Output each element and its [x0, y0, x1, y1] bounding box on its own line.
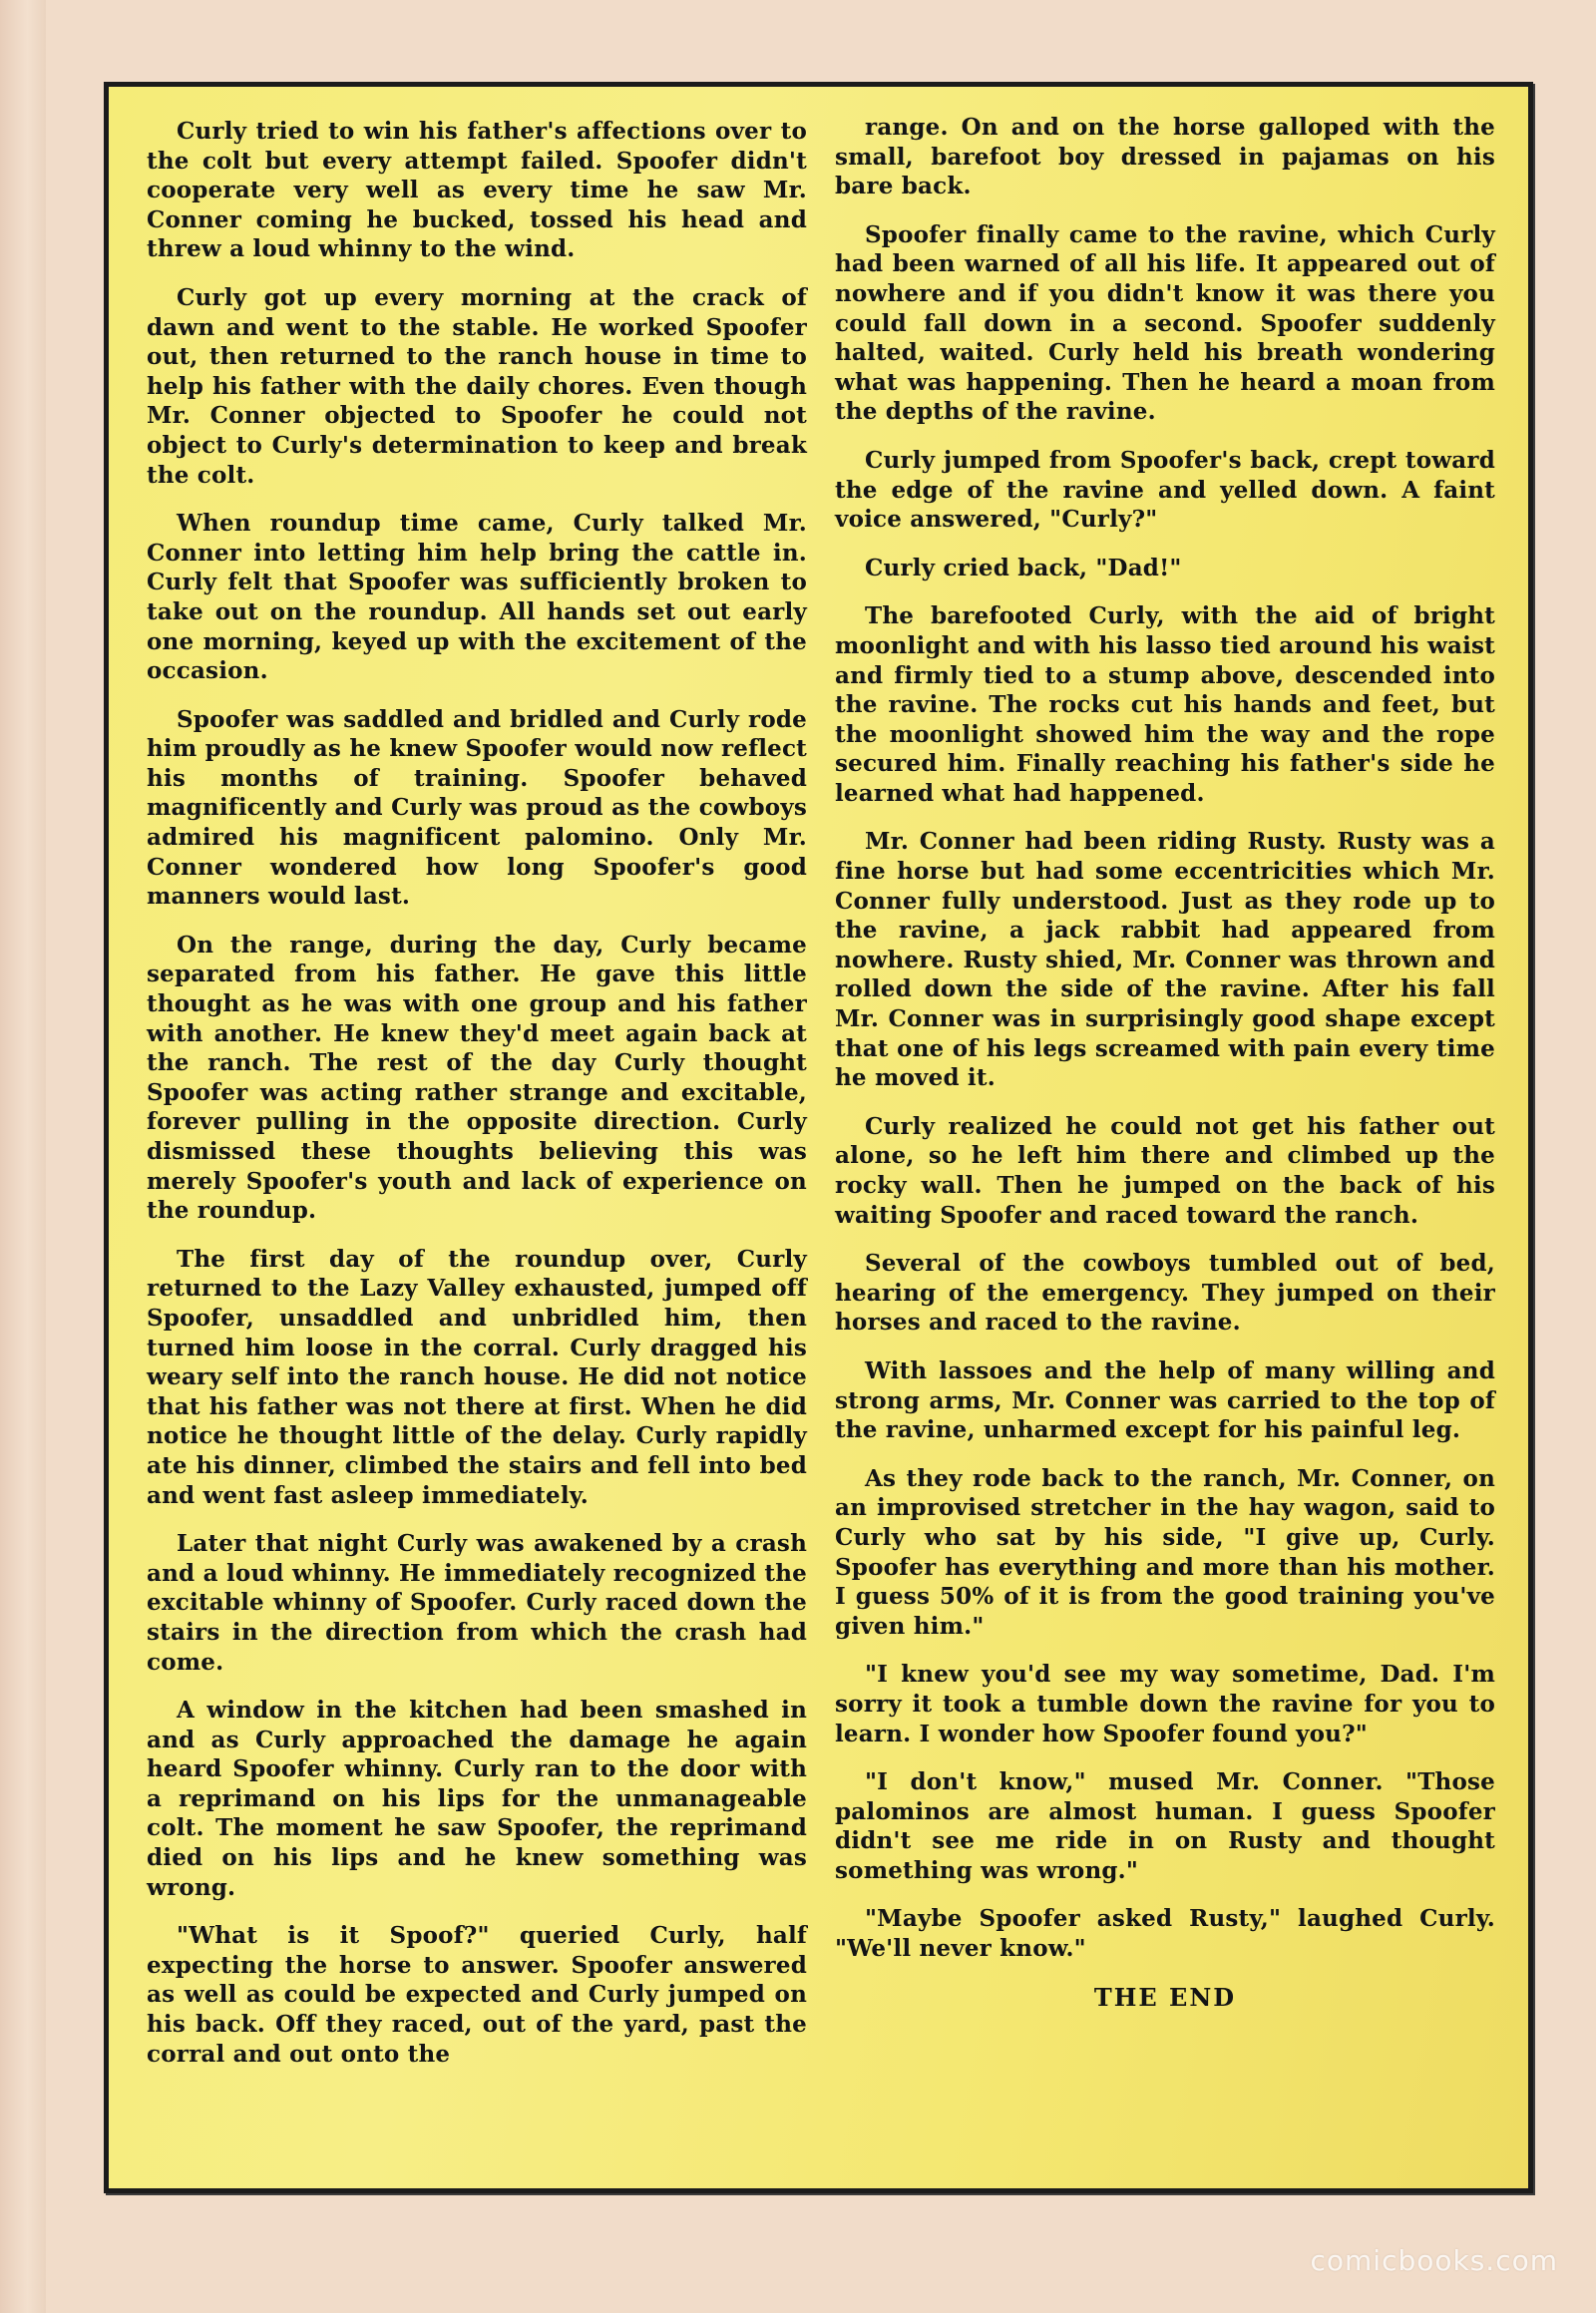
paragraph: A window in the kitchen had been smashed in and as Curly approached the damage he again heard Spoofer whinny. Curly ran to the door with a reprimand on his lips for the unmanageable colt. The moment he saw Spoofer, the reprimand died on his lips and he knew something was wrong.: [147, 1697, 807, 1901]
the-end-label: THE END: [1093, 1982, 1237, 2012]
paragraph: Spoofer finally came to the ravine, which Curly had been warned of all his life. It appeared out of nowhere and if you didn't know it was there you could fall down in a second. Spoofer suddenly halted, waited. Curly held his breath wondering what was happening. Then he heard a moan from the depths of the ravine.: [835, 220, 1495, 426]
paragraph: The barefooted Curly, with the aid of bright moonlight and with his lasso tied around his waist and firmly tied to a stump above, descended into the ravine. The rocks cut his hands and feet, but the moonlight showed him the way and the rope secured him. Finally reaching his father's side he learned what had happened.: [835, 602, 1495, 807]
left-column: [147, 117, 807, 2088]
page-edge: [0, 0, 46, 2313]
paragraph: Spoofer was saddled and bridled and Curly rode him proudly as he knew Spoofer would now reflect his months of training. Spoofer behaved magnificently and Curly was proud as the cowboys admired his magnificent palomino. Only Mr. Conner wondered how long Spoofer's good manners would last.: [147, 705, 807, 911]
paragraph: Mr. Conner had been riding Rusty. Rusty was a fine horse but had some eccentricities which Mr. Conner fully understood. Just as they rode up to the ravine, a jack rabbit had appeared from nowhere. Rusty shied, Mr. Conner was thrown and rolled down the side of the ravine. After his fall Mr. Conner was in surprisingly good shape except that one of his legs screamed with pain every time he moved it.: [835, 828, 1495, 1092]
watermark: comicbooks.com: [1310, 2244, 1558, 2277]
right-column: [835, 113, 1495, 2012]
paragraph: With lassoes and the help of many willing and strong arms, Mr. Conner was carried to the top of the ravine, unharmed except for his painful leg.: [835, 1356, 1495, 1444]
paragraph: Curly got up every morning at the crack of dawn and went to the stable. He worked Spoofer out, then returned to the ranch house in time to help his father with the daily chores. Even though Mr. Conner objected to Spoofer he could not object to Curly's determination to keep and break the colt.: [147, 283, 807, 489]
paragraph: Several of the cowboys tumbled out of bed, hearing of the emergency. They jumped on their horses and raced to the ravine.: [835, 1250, 1495, 1337]
paragraph: Curly realized he could not get his father out alone, so he left him there and climbed up the rocky wall. Then he jumped on the back of his waiting Spoofer and raced toward the ranch.: [835, 1112, 1495, 1229]
paragraph: Curly tried to win his father's affections over to the colt but every attempt failed. Spoofer didn't cooperate very well as every time he saw Mr. Conner coming he bucked, tossed his head and threw a loud whinny to the wind.: [147, 118, 807, 263]
paragraph: "Maybe Spoofer asked Rusty," laughed Curly. "We'll never know.": [835, 1905, 1495, 1963]
paragraph: Later that night Curly was awakened by a crash and a loud whinny. He immediately recognized the excitable whinny of Spoofer. Curly raced down the stairs in the direction from which the crash had come.: [147, 1530, 807, 1676]
paragraph: As they rode back to the ranch, Mr. Conner, on an improvised stretcher in the hay wagon, said to Curly who sat by his side, "I give up, Curly. Spoofer has everything and more than his mother. I guess 50% of it is from the good training you've given him.": [835, 1464, 1495, 1640]
paragraph: range. On and on the horse galloped with the small, barefoot boy dressed in pajamas on his bare back.: [835, 114, 1495, 200]
text-panel: [104, 82, 1533, 2193]
paragraph: "What is it Spoof?" queried Curly, half expecting the horse to answer. Spoofer answered as well as could be expected and Curly jumped on his back. Off they raced, out of the yard, past the corral and out onto the: [147, 1922, 807, 2068]
paragraph: The first day of the roundup over, Curly returned to the Lazy Valley exhausted, jumped off Spoofer, unsaddled and unbridled him, then turned him loose in the corral. Curly dragged his weary self into the ranch house. He did not notice that his father was not there at first. When he did notice he thought little of the delay. Curly rapidly ate his dinner, climbed the stairs and fell into bed and went fast asleep immediately.: [147, 1245, 807, 1509]
paragraph: "I don't know," mused Mr. Conner. "Those palominos are almost human. I guess Spoofer didn't see me ride in on Rusty and thought something was wrong.": [835, 1768, 1495, 1884]
paragraph: When roundup time came, Curly talked Mr. Conner into letting him help bring the cattle in. Curly felt that Spoofer was sufficiently broken to take out on the roundup. All hands set out early one morning, keyed up with the excitement of the occasion.: [147, 510, 807, 685]
paragraph: Curly jumped from Spoofer's back, crept toward the edge of the ravine and yelled down. A faint voice answered, "Curly?": [835, 446, 1495, 534]
paragraph: "I knew you'd see my way sometime, Dad. I'm sorry it took a tumble down the ravine for you to learn. I wonder how Spoofer found you?": [835, 1661, 1495, 1747]
paragraph: Curly cried back, "Dad!": [865, 554, 1182, 581]
paragraph: On the range, during the day, Curly became separated from his father. He gave this little thought as he was with one group and his father with another. He knew they'd meet again back at the ranch. The rest of the day Curly thought Spoofer was acting rather strange and excitable, forever pulling in the opposite direction. Curly dismissed these thoughts believing this was merely Spoofer's youth and lack of experience on the roundup.: [147, 931, 807, 1225]
